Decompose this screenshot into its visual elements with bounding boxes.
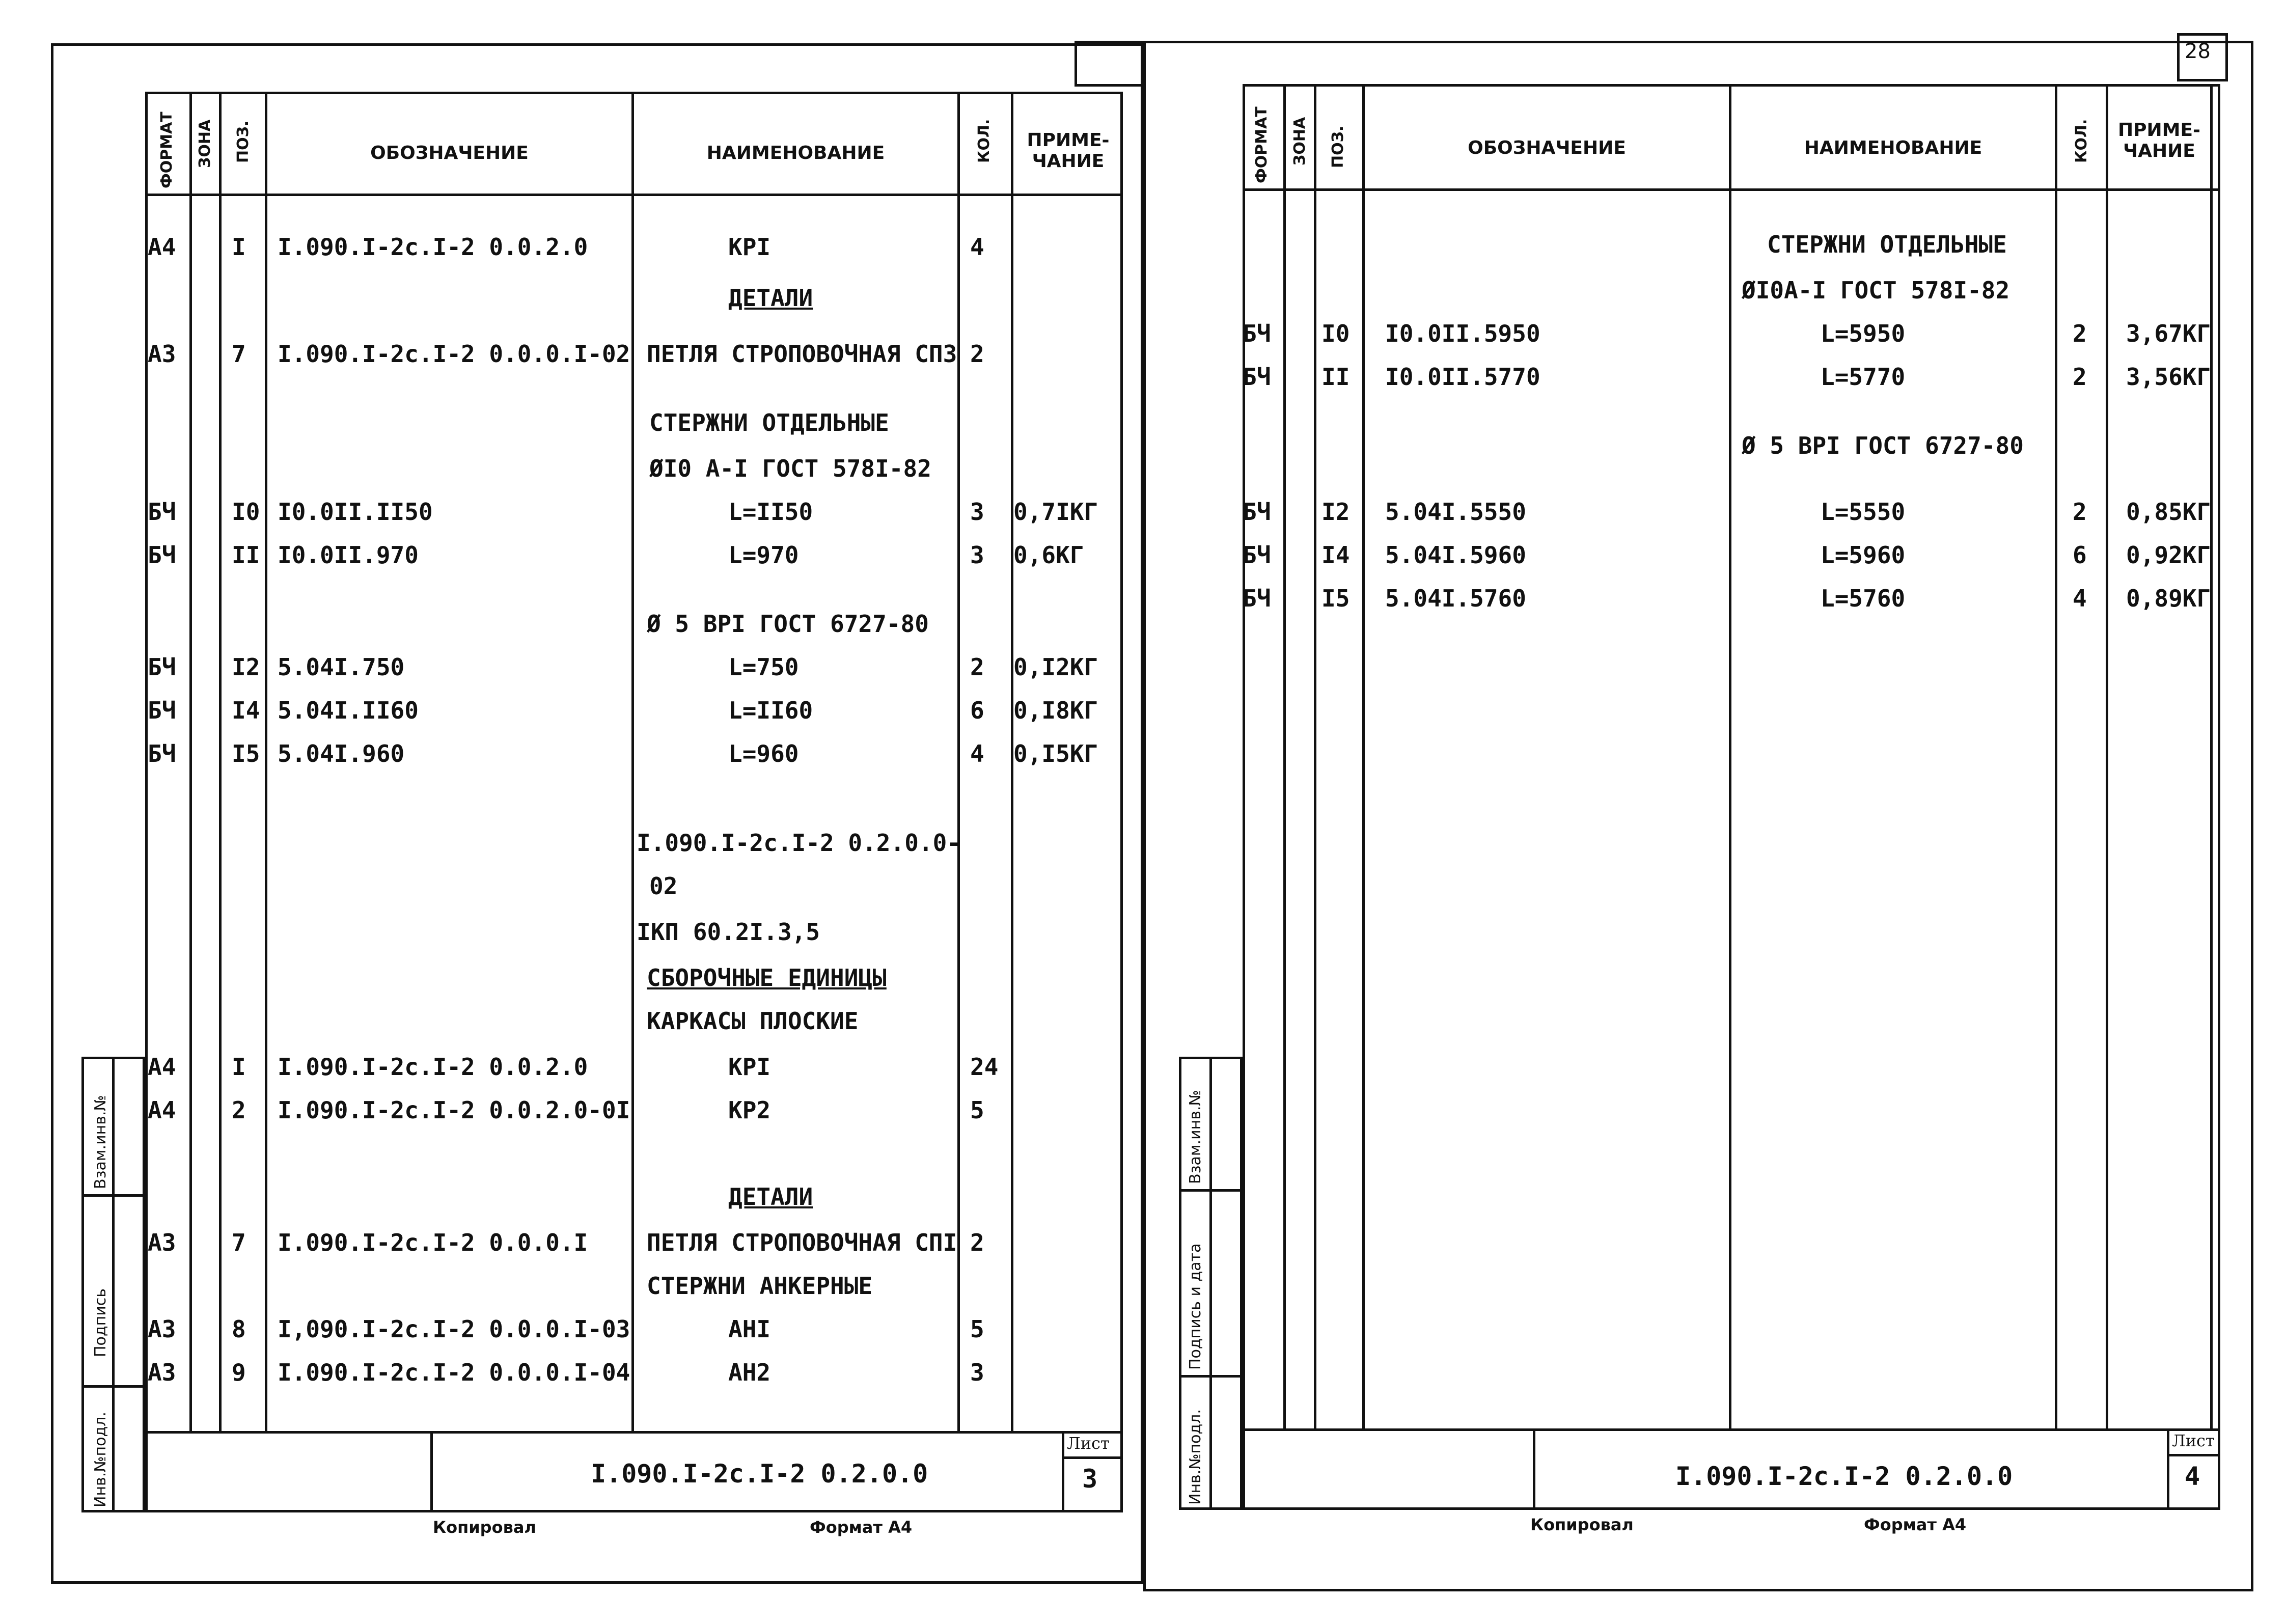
row-name: КРI	[728, 233, 771, 261]
row-name: СТЕРЖНИ АНКЕРНЫЕ	[647, 1272, 873, 1300]
row-pos: 7	[232, 1229, 246, 1256]
header-designation: ОБОЗНАЧЕНИЕ	[370, 143, 529, 163]
row-designation: I.090.I-2с.I-2 0.0.2.0	[278, 233, 588, 261]
row-pos: 8	[232, 1315, 246, 1343]
side-label-inv-right: Инв.№подл.	[1187, 1409, 1204, 1505]
row-designation: 5.04I.5760	[1385, 585, 1526, 612]
row-name: L=960	[728, 740, 799, 767]
row-name: ØI0А-I ГОСТ 578I-82	[1742, 277, 2010, 304]
left-copied-label: Копировал	[433, 1518, 536, 1537]
row-designation: I0.0II.5770	[1385, 363, 1540, 391]
row-format: БЧ	[1243, 363, 1271, 391]
row-format: А3	[148, 1229, 176, 1256]
row-format: А4	[148, 1053, 176, 1081]
row-designation: I.090.I-2с.I-2 0.0.0.I-04	[278, 1359, 630, 1386]
row-format: БЧ	[1243, 585, 1271, 612]
row-qty: 2	[970, 653, 984, 681]
row-format: БЧ	[148, 498, 176, 526]
row-pos: I4	[232, 697, 260, 724]
row-designation: I.090.I-2с.I-2 0.0.2.0-0I	[278, 1096, 630, 1124]
row-format: А4	[148, 233, 176, 261]
row-qty: 4	[970, 233, 984, 261]
header-zone-right: ЗОНА	[1291, 117, 1309, 166]
header-qty: КОЛ.	[975, 119, 993, 163]
side-label-vzam-right: Взам.инв.№	[1187, 1090, 1204, 1184]
row-note: 0,7IКГ	[1013, 498, 1098, 526]
left-stamp-designation: I.090.I-2с.I-2 0.2.0.0	[591, 1459, 928, 1489]
row-name: АНI	[728, 1315, 771, 1343]
row-name: Ø 5 ВРI ГОСТ 6727-80	[647, 610, 929, 638]
row-qty: 4	[970, 740, 984, 767]
left-sheet-label: Лист	[1067, 1434, 1110, 1453]
row-pos: I5	[1321, 585, 1350, 612]
header-name: НАИМЕНОВАНИЕ	[706, 143, 885, 163]
row-name: ДЕТАЛИ	[728, 1183, 813, 1210]
header-note-right: ПРИМЕ- ЧАНИЕ	[2118, 120, 2200, 162]
row-name: Ø 5 ВРI ГОСТ 6727-80	[1742, 432, 2024, 459]
row-designation: I.090.I-2с.I-2 0.0.0.I-02	[278, 340, 630, 368]
header-pos-right: ПОЗ.	[1329, 125, 1347, 168]
row-name: IКП 60.2I.3,5	[637, 918, 820, 946]
row-format: А3	[148, 1315, 176, 1343]
row-format: БЧ	[148, 653, 176, 681]
row-format: БЧ	[148, 740, 176, 767]
row-designation: 5.04I.5960	[1385, 541, 1526, 569]
row-name: ПЕТЛЯ СТРОПОВОЧНАЯ СП3	[647, 340, 957, 368]
row-format: БЧ	[1243, 541, 1271, 569]
row-pos: I2	[1321, 498, 1350, 526]
row-name: КРI	[728, 1053, 771, 1081]
row-note: 0,92КГ	[2126, 541, 2211, 569]
row-name: КР2	[728, 1096, 771, 1124]
row-designation: I0.0II.5950	[1385, 320, 1540, 347]
header-note: ПРИМЕ- ЧАНИЕ	[1027, 130, 1110, 172]
left-format-label: Формат А4	[810, 1518, 913, 1537]
right-sheet-label: Лист	[2172, 1431, 2215, 1450]
right-sheet-number: 4	[2185, 1462, 2200, 1491]
side-label-inv: Инв.№подл.	[92, 1412, 109, 1507]
row-pos: I5	[232, 740, 260, 767]
right-copied-label: Копировал	[1530, 1515, 1634, 1534]
row-format: БЧ	[148, 541, 176, 569]
row-pos: II	[232, 541, 260, 569]
row-name: L=5550	[1821, 498, 1906, 526]
row-note: 3,67КГ	[2126, 320, 2211, 347]
header-designation-right: ОБОЗНАЧЕНИЕ	[1468, 137, 1626, 158]
row-name: L=5760	[1821, 585, 1906, 612]
row-pos: 9	[232, 1359, 246, 1386]
row-name: L=II60	[728, 697, 813, 724]
row-pos: I2	[232, 653, 260, 681]
header-name-right: НАИМЕНОВАНИЕ	[1804, 137, 1982, 158]
right-table-frame	[1243, 84, 2220, 1510]
left-sheet-number: 3	[1082, 1464, 1098, 1494]
left-top-corner-box	[1075, 41, 1143, 87]
row-name: КАРКАСЫ ПЛОСКИЕ	[647, 1007, 859, 1035]
row-designation: 5.04I.750	[278, 653, 405, 681]
side-label-vzam: Взам.инв.№	[92, 1095, 109, 1189]
row-name: ПЕТЛЯ СТРОПОВОЧНАЯ СПI	[647, 1229, 957, 1256]
row-qty: 6	[970, 697, 984, 724]
row-qty: 5	[970, 1315, 984, 1343]
row-qty: 2	[2073, 320, 2087, 347]
row-designation: 5.04I.II60	[278, 697, 419, 724]
row-pos: 7	[232, 340, 246, 368]
side-label-sign: Подпись	[92, 1288, 109, 1357]
side-label-sign-right: Подпись и дата	[1187, 1243, 1204, 1370]
row-name: L=750	[728, 653, 799, 681]
row-designation: I0.0II.II50	[278, 498, 433, 526]
row-pos: I4	[1321, 541, 1350, 569]
row-qty: 4	[2073, 585, 2087, 612]
row-name: 02	[649, 872, 678, 900]
row-qty: 2	[2073, 363, 2087, 391]
row-note: 0,85КГ	[2126, 498, 2211, 526]
row-note: 0,I5КГ	[1013, 740, 1098, 767]
row-designation: 5.04I.960	[278, 740, 405, 767]
row-designation: I.090.I-2с.I-2 0.0.0.I	[278, 1229, 588, 1256]
header-pos: ПОЗ.	[234, 120, 252, 163]
row-designation: 5.04I.5550	[1385, 498, 1526, 526]
page-number: 28	[2185, 40, 2211, 63]
left-table-frame	[145, 92, 1123, 1512]
row-note: 0,89КГ	[2126, 585, 2211, 612]
row-pos: I0	[232, 498, 260, 526]
row-pos: I	[232, 1053, 246, 1081]
row-qty: 24	[970, 1053, 999, 1081]
row-qty: 6	[2073, 541, 2087, 569]
row-format: А3	[148, 1359, 176, 1386]
row-format: БЧ	[1243, 498, 1271, 526]
row-name: L=5960	[1821, 541, 1906, 569]
right-stamp-designation: I.090.I-2с.I-2 0.2.0.0	[1675, 1462, 2013, 1491]
row-format: А3	[148, 340, 176, 368]
row-format: БЧ	[148, 697, 176, 724]
row-name: СБОРОЧНЫЕ ЕДИНИЦЫ	[647, 964, 887, 992]
row-name: L=II50	[728, 498, 813, 526]
row-designation: I,090.I-2с.I-2 0.0.0.I-03	[278, 1315, 630, 1343]
row-name: L=5950	[1821, 320, 1906, 347]
row-qty: 3	[970, 498, 984, 526]
row-designation: I0.0II.970	[278, 541, 419, 569]
row-pos: 2	[232, 1096, 246, 1124]
row-name: АН2	[728, 1359, 771, 1386]
header-format-right: ФОРМАТ	[1253, 106, 1271, 183]
row-qty: 2	[2073, 498, 2087, 526]
right-format-label: Формат А4	[1864, 1515, 1967, 1534]
row-name: СТЕРЖНИ ОТДЕЛЬНЫЕ	[1767, 231, 2007, 258]
row-name: L=5770	[1821, 363, 1906, 391]
row-qty: 5	[970, 1096, 984, 1124]
row-name: ДЕТАЛИ	[728, 284, 813, 312]
row-name: L=970	[728, 541, 799, 569]
header-format: ФОРМАТ	[158, 112, 176, 188]
row-note: 0,I8КГ	[1013, 697, 1098, 724]
row-pos: II	[1321, 363, 1350, 391]
row-note: 0,I2КГ	[1013, 653, 1098, 681]
row-format: А4	[148, 1096, 176, 1124]
row-qty: 2	[970, 340, 984, 368]
row-note: 3,56КГ	[2126, 363, 2211, 391]
row-qty: 3	[970, 1359, 984, 1386]
row-qty: 3	[970, 541, 984, 569]
row-note: 0,6КГ	[1013, 541, 1084, 569]
row-pos: I0	[1321, 320, 1350, 347]
row-designation: I.090.I-2с.I-2 0.0.2.0	[278, 1053, 588, 1081]
row-name: СТЕРЖНИ ОТДЕЛЬНЫЕ	[649, 409, 889, 436]
row-format: БЧ	[1243, 320, 1271, 347]
header-qty-right: КОЛ.	[2073, 119, 2090, 163]
header-zone: ЗОНА	[196, 119, 214, 168]
row-name: I.090.I-2с.I-2 0.2.0.0-	[637, 829, 961, 857]
row-name: ØI0 А-I ГОСТ 578I-82	[649, 455, 931, 482]
row-pos: I	[232, 233, 246, 261]
row-qty: 2	[970, 1229, 984, 1256]
